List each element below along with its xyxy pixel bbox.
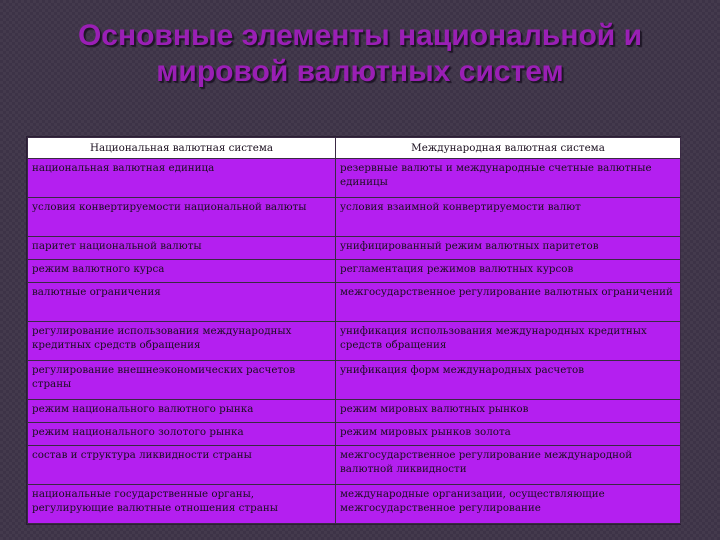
cell-national: режим национального валютного рынка xyxy=(28,400,336,423)
table-row xyxy=(28,361,681,400)
table-row xyxy=(28,446,681,485)
table-row xyxy=(28,322,681,361)
page-title xyxy=(20,18,700,90)
cell-national: регулирование внешнеэкономических расчетов страны xyxy=(28,361,336,400)
cell-international: межгосударственное регулирование международной валютной ликвидности xyxy=(336,446,681,485)
table-row xyxy=(28,485,681,524)
title-line-2: мировой валютных систем xyxy=(156,55,564,88)
cell-national: паритет национальной валюты xyxy=(28,237,336,260)
cell-national: условия конвертируемости национальной валюты xyxy=(28,198,336,237)
table-header-row xyxy=(28,138,681,159)
cell-international: межгосударственное регулирование валютных ограничений xyxy=(336,283,681,322)
cell-international: условия взаимной конвертируемости валют xyxy=(336,198,681,237)
title-line-1: Основные элементы национальной и xyxy=(77,19,643,52)
cell-national: валютные ограничения xyxy=(28,283,336,322)
table-row xyxy=(28,260,681,283)
cell-international: унификация использования международных кредитных средств обращения xyxy=(336,322,681,361)
cell-national: национальная валютная единица xyxy=(28,159,336,198)
table-row xyxy=(28,159,681,198)
comparison-table xyxy=(26,136,681,525)
cell-national: национальные государственные органы, регулирующие валютные отношения страны xyxy=(28,485,336,524)
cell-international: регламентация режимов валютных курсов xyxy=(336,260,681,283)
header-international: Международная валютная система xyxy=(336,138,681,159)
table-row xyxy=(28,237,681,260)
cell-international: унифицированный режим валютных паритетов xyxy=(336,237,681,260)
cell-international: режим мировых рынков золота xyxy=(336,423,681,446)
cell-international: унификация форм международных расчетов xyxy=(336,361,681,400)
table-row xyxy=(28,198,681,237)
cell-national: режим национального золотого рынка xyxy=(28,423,336,446)
table-row xyxy=(28,283,681,322)
cell-national: режим валютного курса xyxy=(28,260,336,283)
table-row xyxy=(28,423,681,446)
cell-national: состав и структура ликвидности страны xyxy=(28,446,336,485)
cell-international: международные организации, осуществляющие межгосударственное регулирование xyxy=(336,485,681,524)
cell-international: резервные валюты и международные счетные валютные единицы xyxy=(336,159,681,198)
header-national: Национальная валютная система xyxy=(28,138,336,159)
cell-international: режим мировых валютных рынков xyxy=(336,400,681,423)
table-row xyxy=(28,400,681,423)
cell-national: регулирование использования международных кредитных средств обращения xyxy=(28,322,336,361)
